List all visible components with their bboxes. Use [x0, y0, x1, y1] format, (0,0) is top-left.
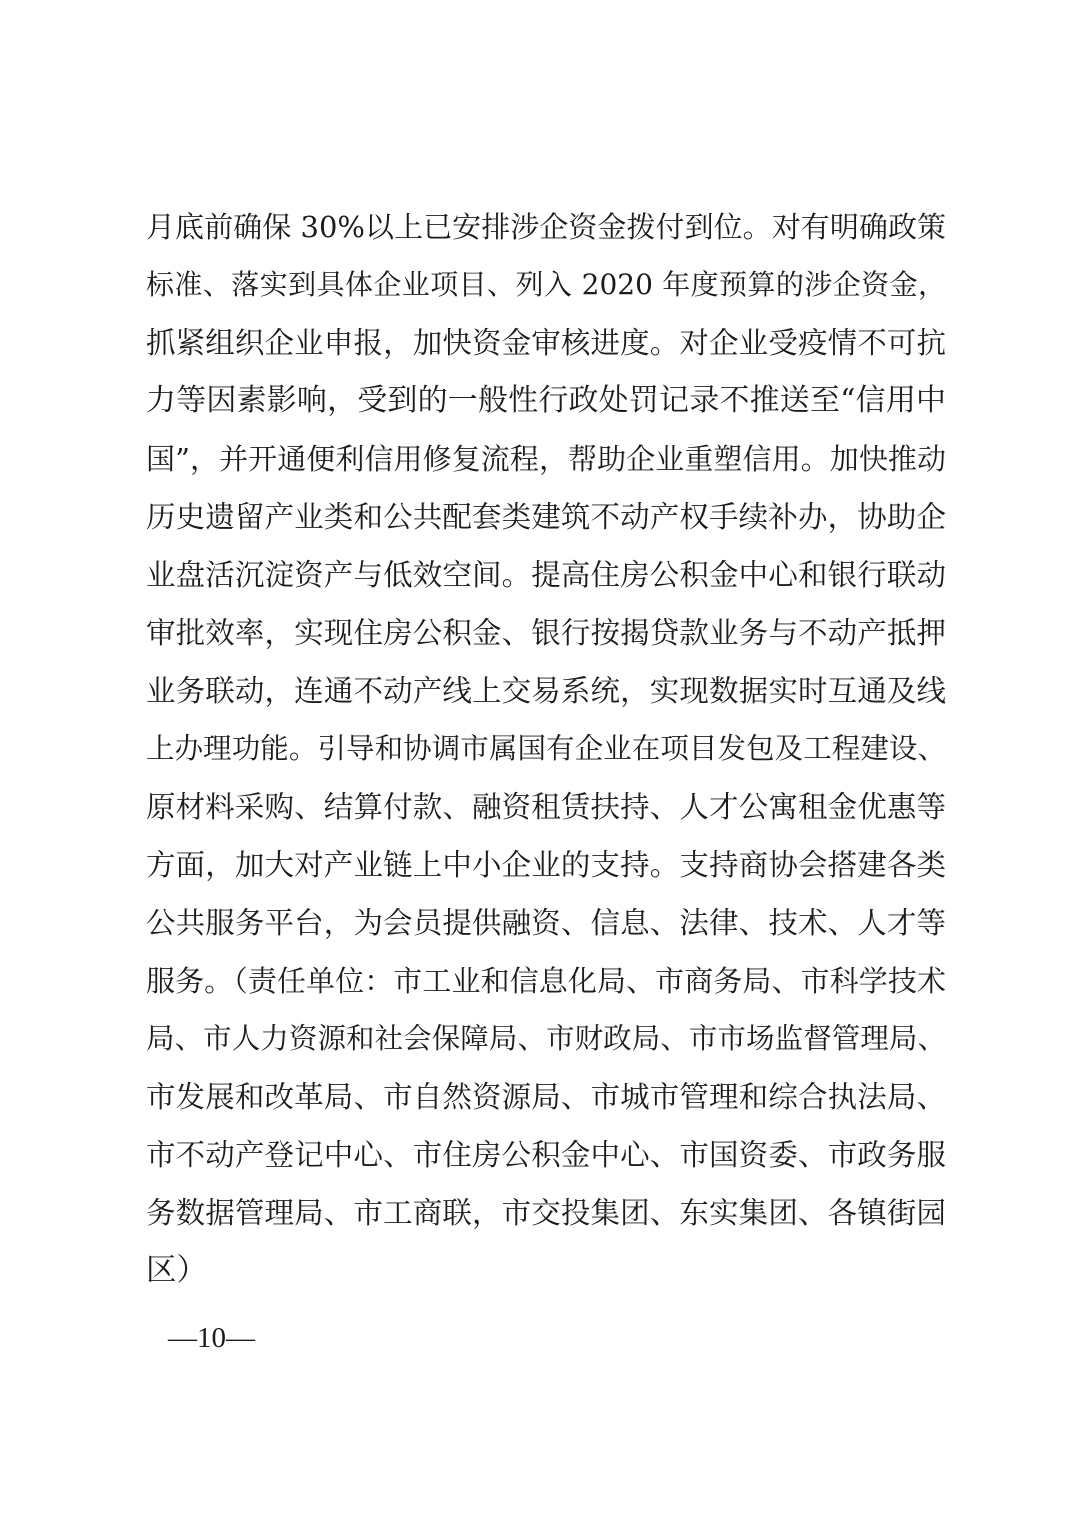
- text-line: 月底前确保 30%以上已安排涉企资金拨付到位。对有明确政策: [146, 210, 946, 244]
- text-line: 历史遗留产业类和公共配套类建筑不动产权手续补办，协助企: [146, 500, 946, 534]
- text-line: 国”，并开通便利信用修复流程，帮助企业重塑信用。加快推动: [146, 442, 946, 476]
- text-line: 服务。（责任单位：市工业和信息化局、市商务局、市科学技术: [146, 964, 946, 998]
- text-line: 力等因素影响，受到的一般性行政处罚记录不推送至“信用中: [146, 383, 946, 418]
- text-line: 标准、落实到具体企业项目、列入 2020 年度预算的涉企资金，: [146, 268, 946, 301]
- text-line: 局、市人力资源和社会保障局、市财政局、市市场监督管理局、: [146, 1022, 946, 1055]
- text-line: 区）: [146, 1253, 207, 1288]
- page-number: —10—: [168, 1322, 255, 1354]
- text-line: 市不动产登记中心、市住房公积金中心、市国资委、市政务服: [146, 1138, 946, 1172]
- text-line: 原材料采购、结算付款、融资租赁扶持、人才公寓租金优惠等: [146, 790, 946, 824]
- text-line: 公共服务平台，为会员提供融资、信息、法律、技术、人才等: [146, 906, 946, 940]
- text-line: 方面，加大对产业链上中小企业的支持。支持商协会搭建各类: [146, 848, 946, 882]
- text-line: 务数据管理局、市工商联，市交投集团、东实集团、各镇街园: [146, 1196, 946, 1230]
- text-line: 市发展和改革局、市自然资源局、市城市管理和综合执法局、: [146, 1080, 946, 1114]
- text-line: 业务联动，连通不动产线上交易系统，实现数据实时互通及线: [146, 674, 946, 708]
- text-line: 抓紧组织企业申报，加快资金审核进度。对企业受疫情不可抗: [146, 326, 946, 360]
- text-line: 业盘活沉淀资产与低效空间。提高住房公积金中心和银行联动: [146, 558, 946, 592]
- body-paragraph: [146, 198, 946, 1300]
- text-line: 上办理功能。引导和协调市属国有企业在项目发包及工程建设、: [146, 732, 946, 765]
- text-line: 审批效率，实现住房公积金、银行按揭贷款业务与不动产抵押: [146, 616, 946, 650]
